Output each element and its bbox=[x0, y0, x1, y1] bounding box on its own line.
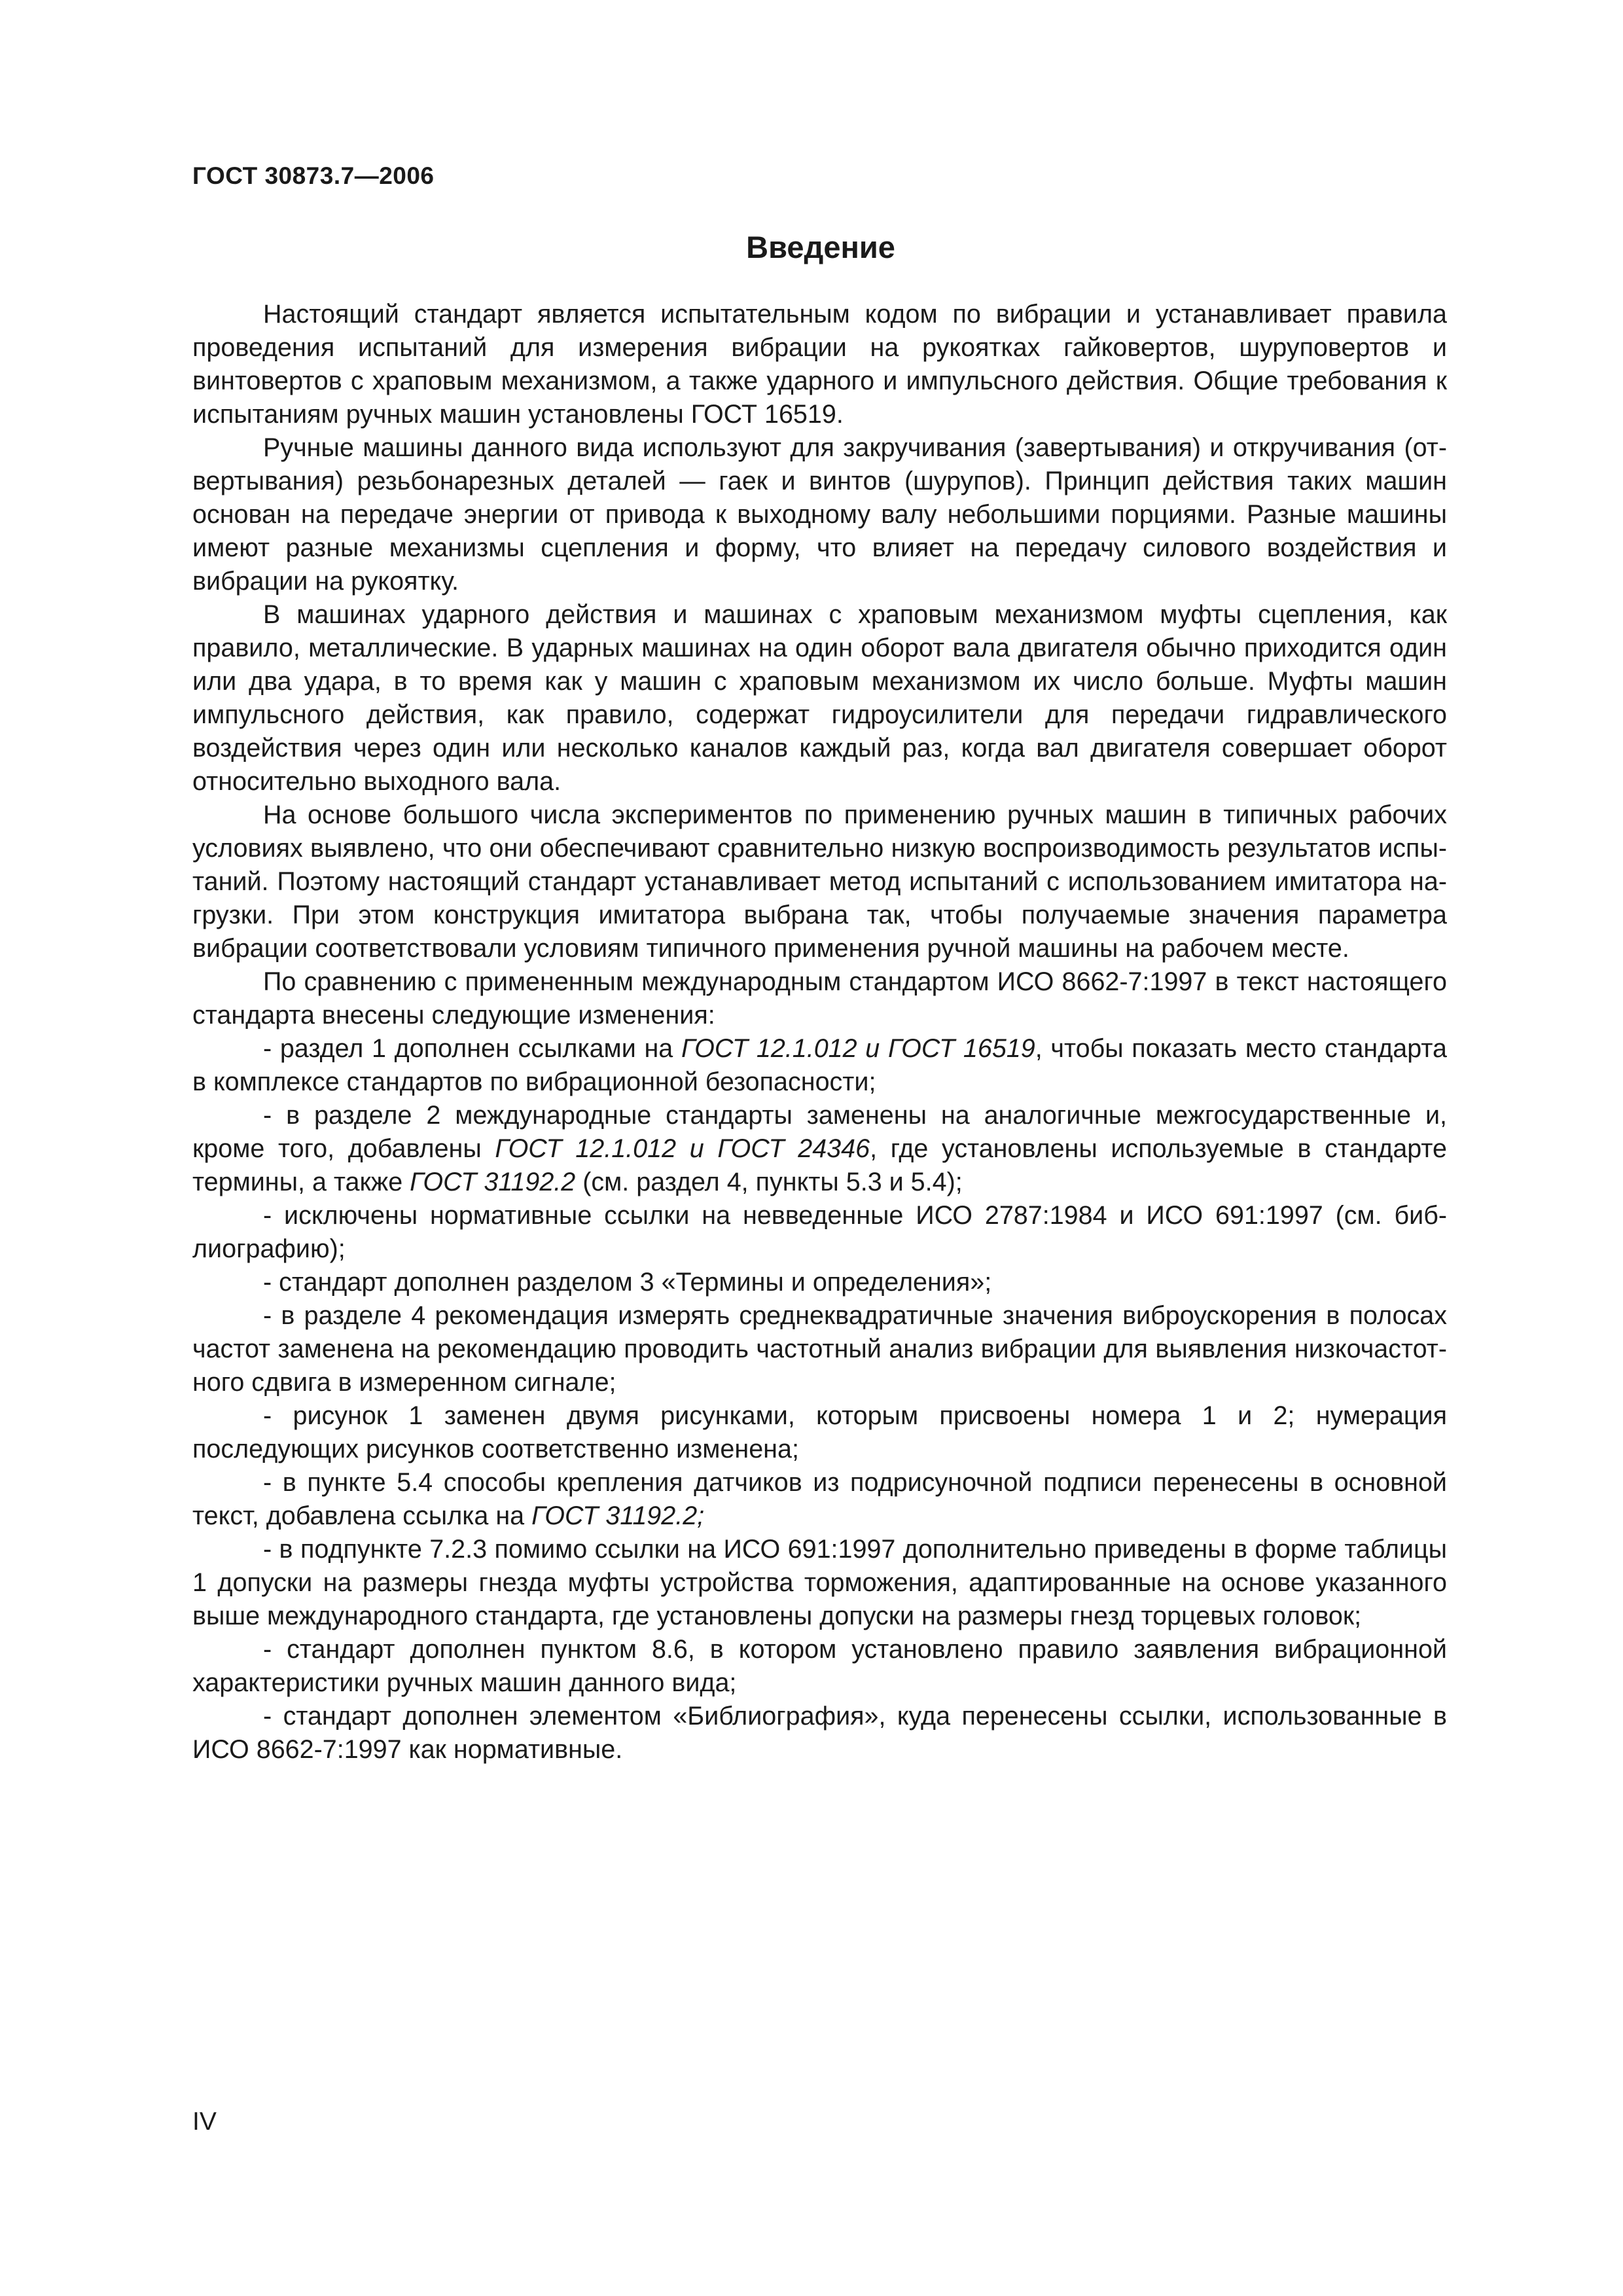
intro-paragraph: Ручные машины данного вида используют для закручивания (завертывания) и откручивания (отвертывания) резьбонарезных деталей — гаек и винтов (шурупов). Принцип действия таких машин основан на передаче энергии от привода к выходному валу небольшими порциями. Разные машины имеют разные механизмы сцепления и форму, что влияет на передачу силового воздействия и вибрации на рукоятку. bbox=[192, 433, 1447, 596]
change-item: - исключены нормативные ссылки на невведенные ИСО 2787:1984 и ИСО 691:1997 (см. библиографию); bbox=[192, 1201, 1447, 1263]
change-item bbox=[192, 1466, 1447, 1533]
change-item: - в разделе 4 рекомендация измерять среднеквадратичные значения виброускорения в полосах частот заменена на рекомендацию проводить частотный анализ вибрации для выявления низкочастотного сдвига в измеренном сигнале; bbox=[192, 1301, 1447, 1397]
intro-paragraph: По сравнению с примененным международным стандартом ИСО 8662-7:1997 в текст настоящего стандарта внесены следующие изменения: bbox=[192, 967, 1447, 1030]
standard-reference: ГОСТ 31192.2; bbox=[531, 1501, 705, 1530]
page-number: IV bbox=[192, 2108, 217, 2136]
intro-paragraph: Настоящий стандарт является испытательным кодом по вибрации и устанавливает правила проведения испытаний для измерения вибрации на рукоятках гайковертов, шуруповертов и винтовертов с храповым механизмом, а также ударного и импульсного действия. Общие требования к испытаниям ручных машин установлены ГОСТ 16519. bbox=[192, 300, 1447, 429]
change-text: - раздел 1 дополнен ссылками на bbox=[263, 1034, 681, 1063]
standard-reference: ГОСТ 12.1.012 и ГОСТ 24346 bbox=[495, 1134, 870, 1163]
change-item: - рисунок 1 заменен двумя рисунками, которым присвоены номера 1 и 2; нумерация последующих рисунков соответственно изменена; bbox=[192, 1401, 1447, 1463]
change-text: - в разделе 2 международные стандарты заменены на аналогичные межгосударственные и, кроме того, добавлены bbox=[192, 1101, 1447, 1163]
change-item: - стандарт дополнен пунктом 8.6, в котором установлено правило заявления вибрационной характеристики ручных машин данного вида; bbox=[192, 1635, 1447, 1697]
section-title: Введение bbox=[746, 230, 895, 264]
change-item: - стандарт дополнен разделом 3 «Термины и определения»; bbox=[263, 1268, 992, 1297]
document-code: ГОСТ 30873.7—2006 bbox=[192, 162, 435, 189]
change-item: - стандарт дополнен элементом «Библиография», куда перенесены ссылки, использованные в ИСО 8662-7:1997 как нормативные. bbox=[192, 1702, 1447, 1764]
standard-reference: ГОСТ 12.1.012 и ГОСТ 16519 bbox=[681, 1034, 1035, 1063]
intro-paragraph: На основе большого числа экспериментов по применению ручных машин в типичных рабочих условиях выявлено, что они обеспечивают сравнительно низкую воспроизводимость результатов испытаний. Поэтому настоящий стандарт устанавливает метод испытаний с использованием имитатора нагрузки. При этом конструкция имитатора выбрана так, чтобы получаемые значения параметра вибрации соответствовали условиям типичного применения ручной машины на рабочем месте. bbox=[192, 800, 1447, 963]
change-text: (см. раздел 4, пункты 5.3 и 5.4); bbox=[575, 1168, 963, 1196]
change-text: , где установлены используемые в стандарте термины, а также bbox=[192, 1134, 1448, 1196]
intro-paragraph: В машинах ударного действия и машинах с храповым механизмом муфты сцепления, как правило, металлические. В ударных машинах на один оборот вала двигателя обычно приходится один или два удара, в то время как у машин с храповым механизмом их число больше. Муфты машин импульсного действия, как правило, содержат гидроусилители для передачи гидравлического воздействия через один или несколько каналов каждый раз, когда вал двигателя совершает оборот относительно выходного вала. bbox=[192, 600, 1447, 796]
change-item bbox=[192, 1032, 1447, 1099]
change-text: - в пункте 5.4 способы крепления датчиков из подрисуночной подписи перенесены в основной текст, добавлена ссылка на bbox=[192, 1468, 1447, 1530]
change-item bbox=[192, 1099, 1447, 1199]
document-body bbox=[192, 298, 1447, 1767]
change-text: , чтобы показать место стандарта в комплексе стандартов по вибрационной безопасности; bbox=[192, 1034, 1447, 1096]
standard-reference: ГОСТ 31192.2 bbox=[410, 1168, 576, 1196]
change-item: - в подпункте 7.2.3 помимо ссылки на ИСО 691:1997 дополнительно приведены в форме таблицы 1 допуски на размеры гнезда муфты устройства торможения, адаптированные на основе указанного выше международного стандарта, где установлены допуски на размеры гнезд торцевых головок; bbox=[192, 1535, 1447, 1630]
